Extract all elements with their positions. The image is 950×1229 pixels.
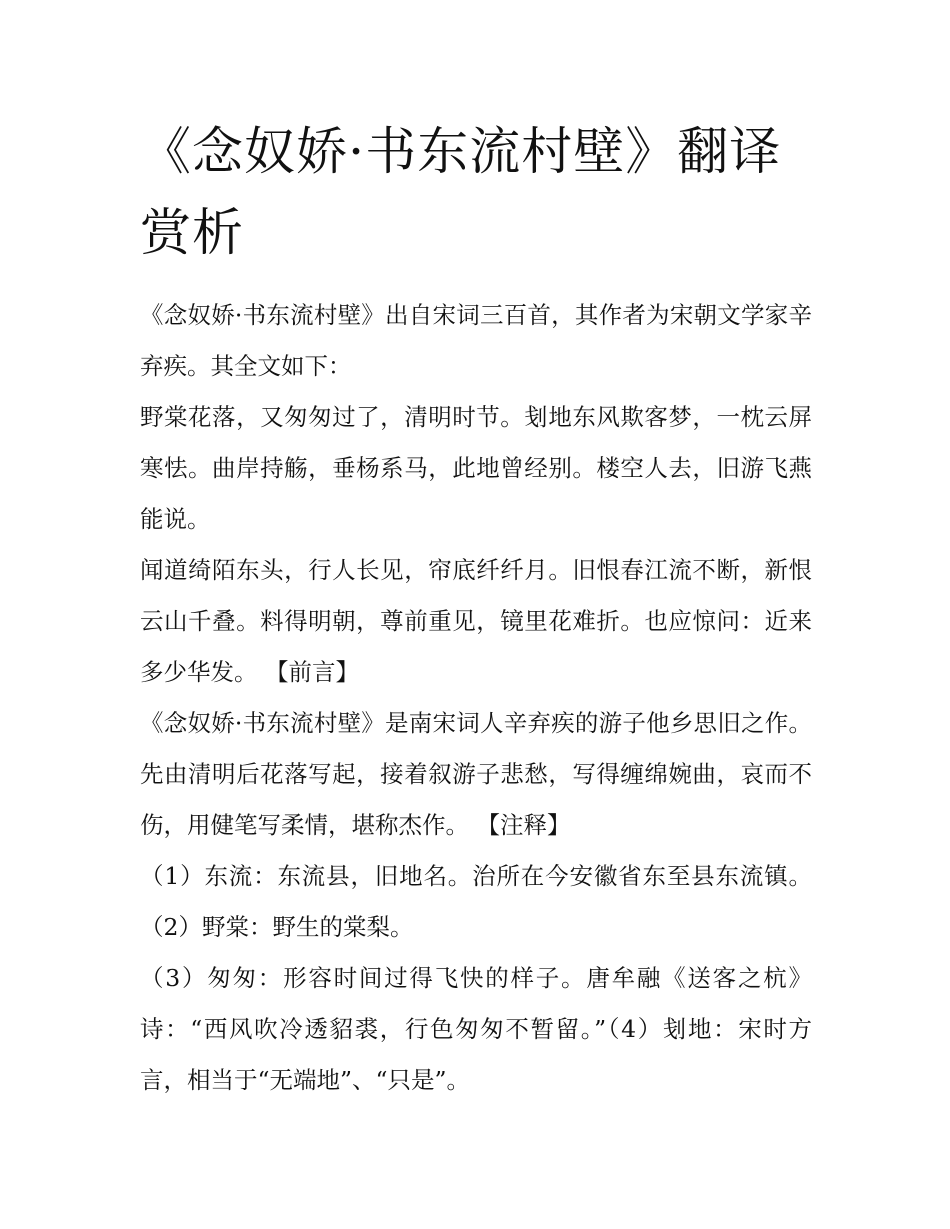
preface-paragraph: 《念奴娇·书东流村壁》是南宋词人辛弃疾的游子他乡思旧之作。先由清明后花落写起，接着叙游子悲愁，写得缠绵婉曲，哀而不伤，用健笔写柔情，堪称杰作。 【注释】 — [140, 709, 812, 839]
document-title: 《念奴娇·书东流村壁》翻译赏析 — [140, 123, 782, 263]
annotation-paragraph-1: （1）东流：东流县，旧地名。治所在今安徽省东至县东流镇。 （2）野棠：野生的棠梨。 — [140, 862, 812, 941]
document-page — [140, 112, 812, 1106]
annotation-paragraph-2: （3）匆匆：形容时间过得飞快的样子。唐牟融《送客之杭》诗：“西风吹冷透貂裘，行色匆匆不暂留。”（4）刬地：宋时方言，相当于“无端地”、“只是”。 — [140, 964, 812, 1094]
poem-stanza-1: 野棠花落，又匆匆过了，清明时节。刬地东风欺客梦，一枕云屏寒怯。曲岸持觞，垂杨系马，此地曾经别。楼空人去，旧游飞燕能说。 — [140, 403, 812, 533]
poem-stanza-2: 闻道绮陌东头，行人长见，帘底纤纤月。旧恨春江流不断，新恨云山千叠。料得明朝，尊前重见，镜里花难折。也应惊问：近来多少华发。 【前言】 — [140, 556, 812, 686]
intro-paragraph: 《念奴娇·书东流村壁》出自宋词三百首，其作者为宋朝文学家辛弃疾。其全文如下： — [140, 301, 812, 380]
